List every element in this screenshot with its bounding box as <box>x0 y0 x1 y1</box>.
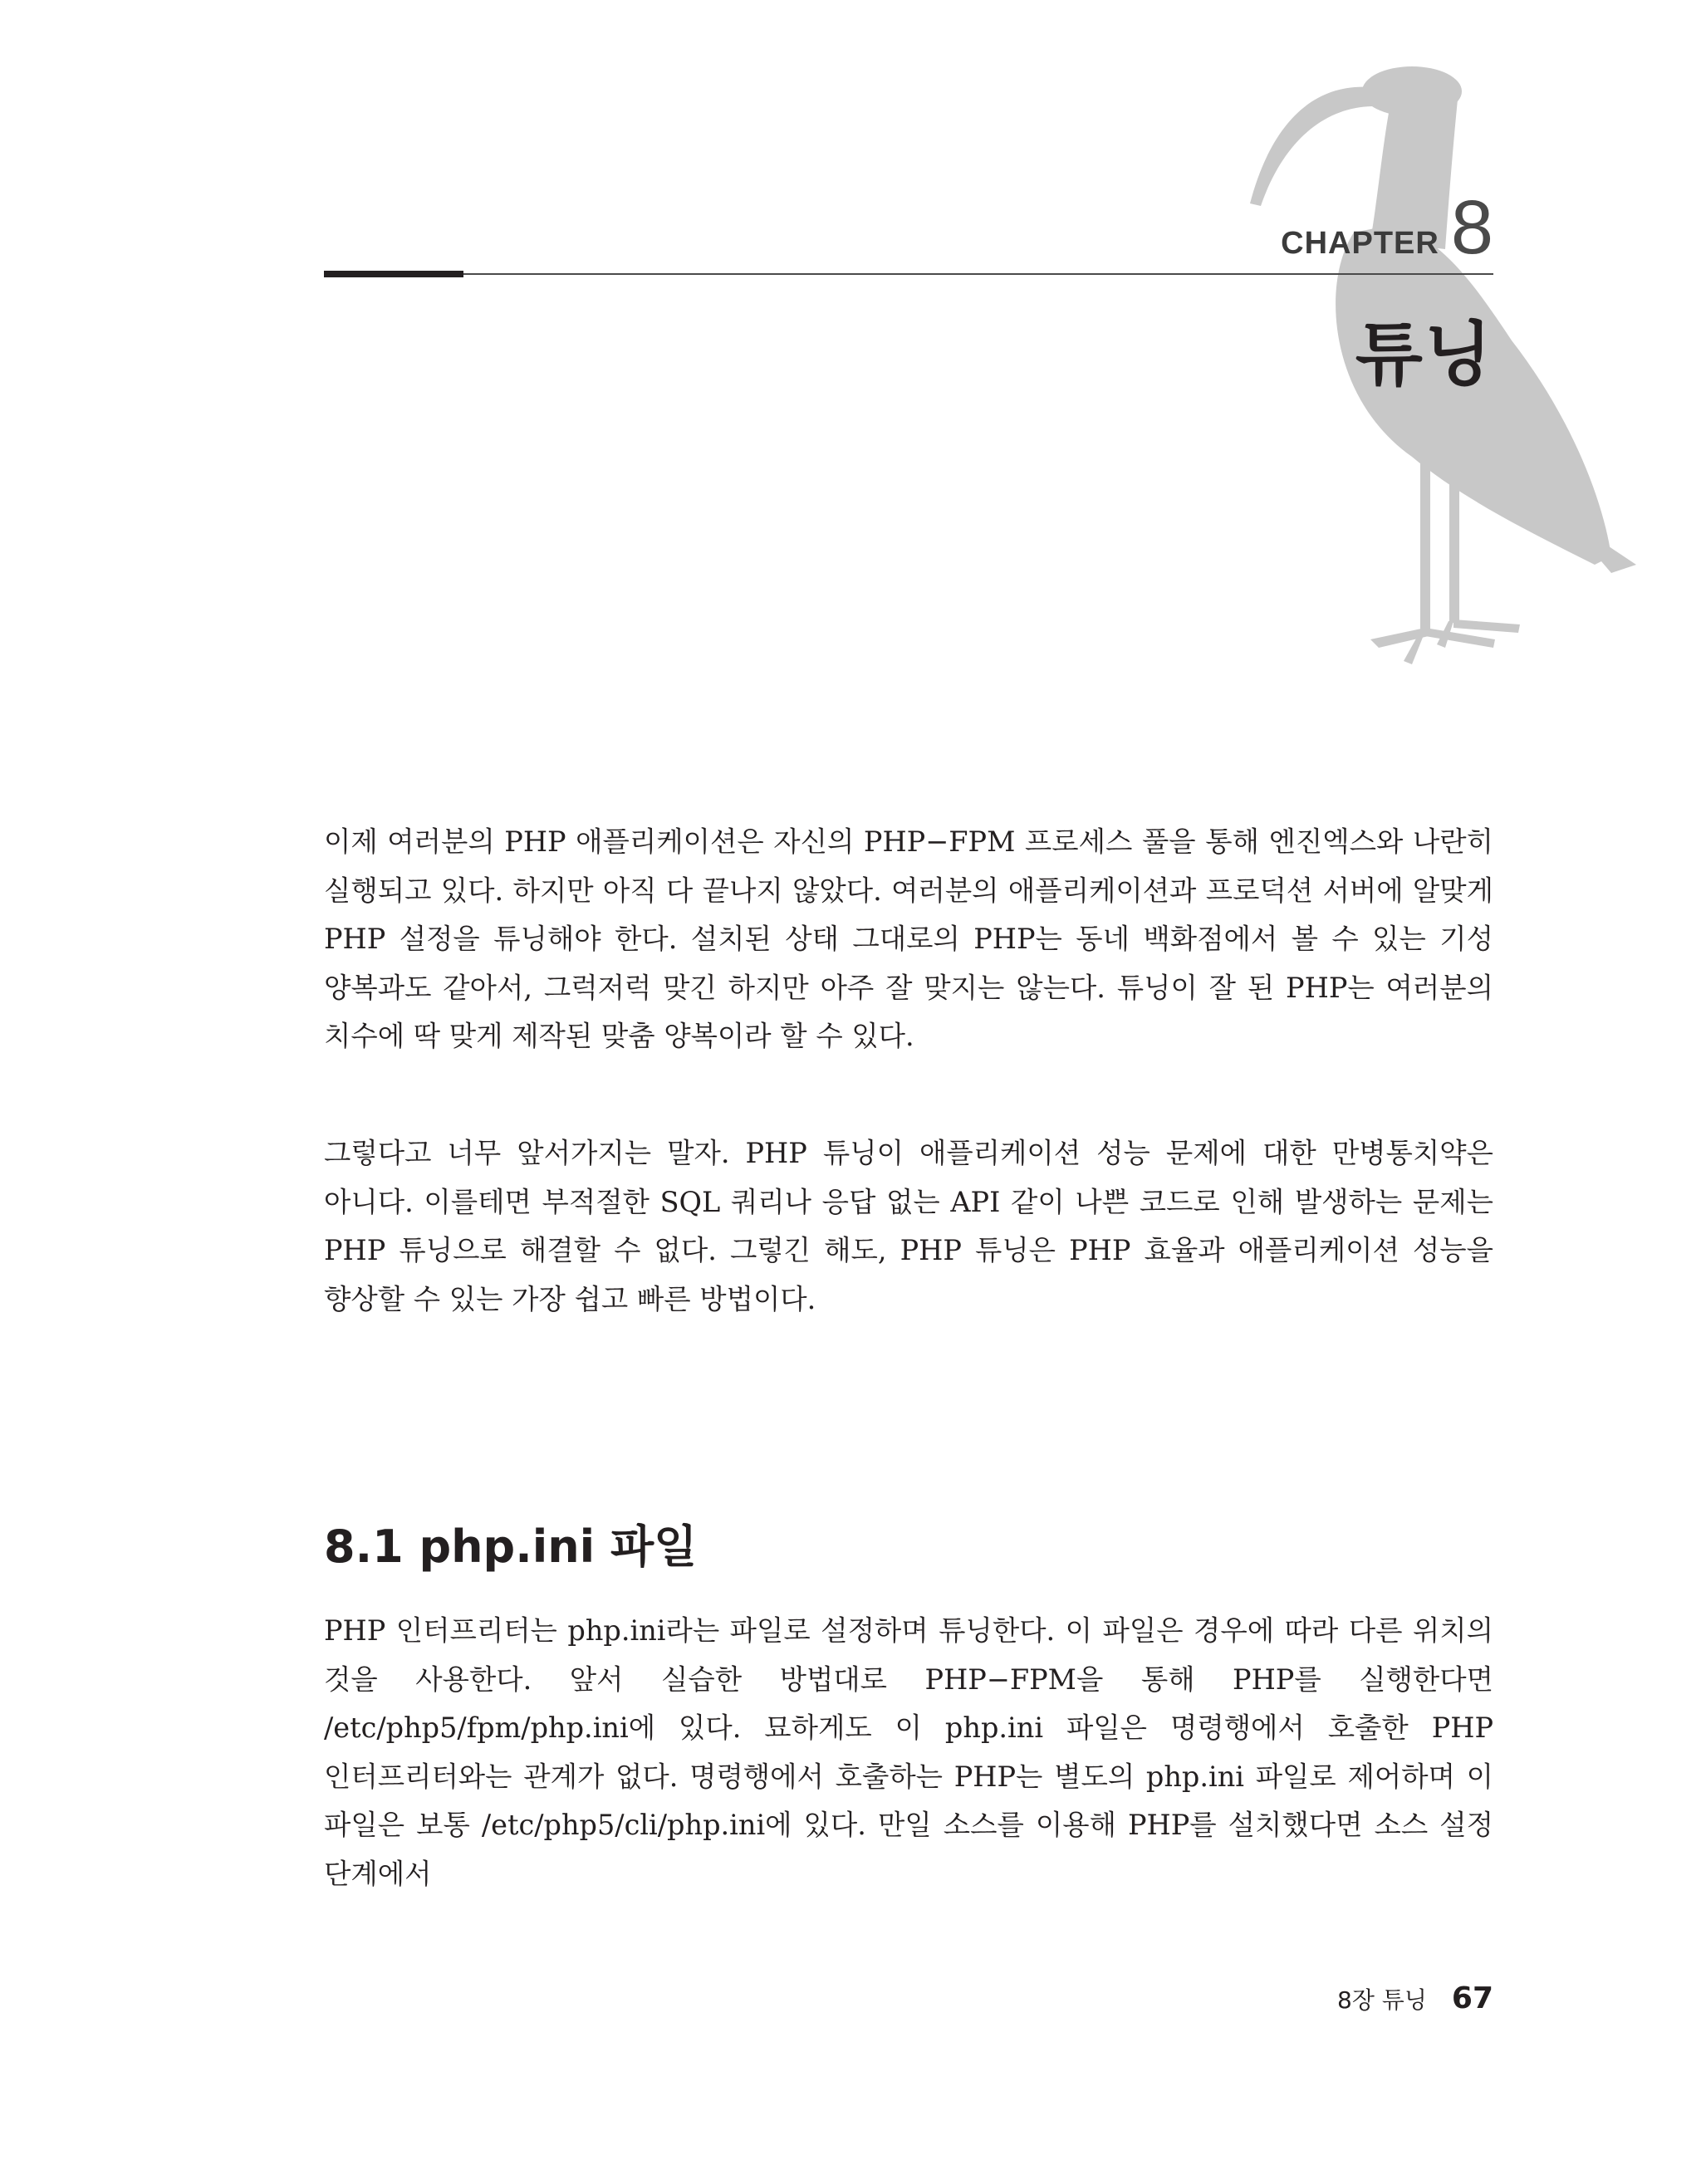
header-rule-accent <box>324 271 463 277</box>
intro-paragraph-1: 이제 여러분의 PHP 애플리케이션은 자신의 PHP−FPM 프로세스 풀을 통해 엔진엑스와 나란히 실행되고 있다. 하지만 아직 다 끝나지 않았다. 여러분의 애플리케이션과 프로덕션 서버에 알맞게 PHP 설정을 튜닝해야 한다. 설치된 상태 그대로의 PHP는 동네 백화점에서 볼 수 있는 기성 양복과도 같아서, 그럭저럭 맞긴 하지만 아주 잘 맞지는 않는다. 튜닝이 잘 된 PHP는 여러분의 치수에 딱 맞게 제작된 맞춤 양복이라 할 수 있다. <box>324 825 1493 1052</box>
header-rule <box>324 273 1493 275</box>
chapter-number: 8 <box>1450 185 1493 270</box>
section-paragraph: PHP 인터프리터는 php.ini라는 파일로 설정하며 튜닝한다. 이 파일은 경우에 따라 다른 위치의 것을 사용한다. 앞서 실습한 방법대로 PHP−FPM을 통해 PHP를 실행한다면 /etc/php5/fpm/php.ini에 있다. 묘하게도 이 php.ini 파일은 명령행에서 호출한 PHP 인터프리터와는 관계가 없다. 명령행에서 호출하는 PHP는 별도의 php.ini 파일로 제어하며 이 파일은 보통 /etc/php5/cli/php.ini에 있다. 만일 소스를 이용해 PHP를 설치했다면 소스 설정 단계에서 <box>324 1614 1493 1890</box>
footer-chapter-label: 8장 튜닝 <box>1337 1986 1427 2014</box>
page-number: 67 <box>1451 1981 1493 2015</box>
page-footer <box>1337 1981 1493 2015</box>
chapter-label <box>1281 185 1493 270</box>
chapter-title: 튜닝 <box>1355 314 1493 395</box>
intro-paragraph-2: 그렇다고 너무 앞서가지는 말자. PHP 튜닝이 애플리케이션 성능 문제에 대한 만병통치약은 아니다. 이를테면 부적절한 SQL 쿼리나 응답 없는 API 같이 나쁜 코드로 인해 발생하는 문제는 PHP 튜닝으로 해결할 수 없다. 그렇긴 해도, PHP 튜닝은 PHP 효율과 애플리케이션 성능을 향상할 수 있는 가장 쉽고 빠른 방법이다. <box>324 1137 1493 1315</box>
chapter-word: CHAPTER <box>1281 226 1439 261</box>
section-heading: 8.1 php.ini 파일 <box>324 1520 698 1573</box>
